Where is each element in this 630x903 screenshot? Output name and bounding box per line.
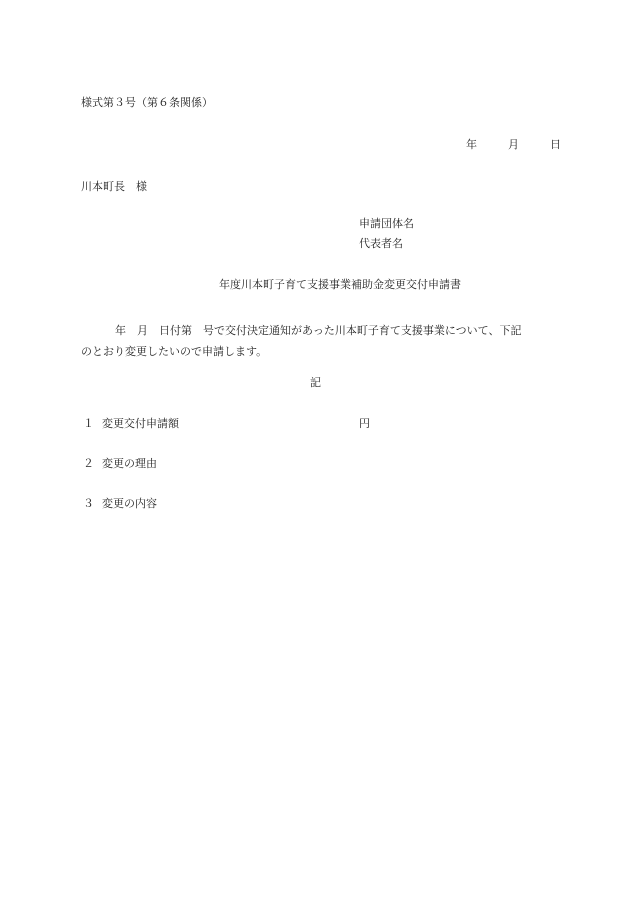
body-line-2: のとおり変更したいので申請します。: [81, 345, 268, 358]
form-number: 様式第３号（第６条関係）: [81, 96, 213, 109]
item-3-number: ３: [83, 497, 94, 510]
item-1-unit: 円: [359, 417, 370, 430]
body-line-1: 年 月 日付第 号で交付決定通知があった川本町子育て支援事業について、下記: [115, 324, 522, 337]
date-month: 月: [508, 138, 519, 151]
date-day: 日: [550, 138, 561, 151]
item-3-label: 変更の内容: [102, 497, 157, 510]
item-1-number: １: [83, 417, 94, 430]
body-paragraph: [81, 320, 551, 362]
date-line: [466, 139, 561, 150]
item-1-label: 変更交付申請額: [102, 417, 179, 430]
document-title: 年度川本町子育て支援事業補助金変更交付申請書: [219, 278, 461, 291]
item-2-label: 変更の理由: [102, 457, 157, 470]
item-2-number: ２: [83, 457, 94, 470]
date-year: 年: [466, 138, 477, 151]
applicant-rep-label: 代表者名: [359, 237, 403, 250]
addressee: 川本町長 様: [81, 180, 147, 193]
applicant-org-label: 申請団体名: [359, 217, 414, 230]
ki-heading: 記: [310, 376, 321, 389]
